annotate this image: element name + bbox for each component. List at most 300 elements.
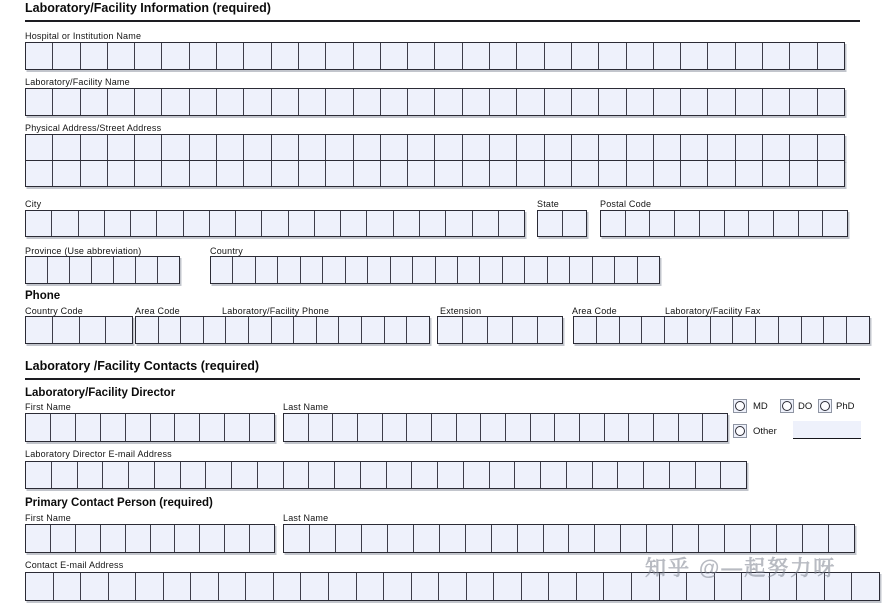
comb-cell[interactable] — [538, 211, 563, 236]
comb-cell[interactable] — [26, 573, 54, 600]
comb-cell[interactable] — [162, 135, 189, 160]
comb-cell[interactable] — [108, 135, 135, 160]
radio-do[interactable] — [780, 399, 794, 413]
comb-cell[interactable] — [190, 135, 217, 160]
comb-cell[interactable] — [515, 462, 541, 488]
comb-cell[interactable] — [51, 414, 76, 441]
comb-cell[interactable] — [604, 573, 632, 600]
comb-cell[interactable] — [244, 89, 271, 115]
comb-cell[interactable] — [210, 211, 236, 236]
comb-cell[interactable] — [599, 89, 626, 115]
comb-cell[interactable] — [211, 257, 233, 283]
comb-cell[interactable] — [577, 573, 605, 600]
comb-cell[interactable] — [779, 317, 802, 343]
extension-field[interactable] — [437, 316, 563, 344]
comb-cell[interactable] — [250, 414, 274, 441]
comb-cell[interactable] — [200, 525, 225, 552]
comb-cell[interactable] — [53, 135, 80, 160]
comb-cell[interactable] — [289, 211, 315, 236]
comb-cell[interactable] — [463, 89, 490, 115]
comb-cell[interactable] — [763, 135, 790, 160]
comb-cell[interactable] — [494, 573, 522, 600]
comb-cell[interactable] — [26, 161, 53, 186]
comb-cell[interactable] — [574, 317, 597, 343]
comb-cell[interactable] — [354, 89, 381, 115]
contact-first-name-field[interactable] — [25, 524, 275, 553]
comb-cell[interactable] — [272, 161, 299, 186]
comb-cell[interactable] — [490, 135, 517, 160]
comb-cell[interactable] — [654, 135, 681, 160]
comb-cell[interactable] — [135, 135, 162, 160]
comb-cell[interactable] — [336, 525, 362, 552]
comb-cell[interactable] — [818, 89, 844, 115]
comb-cell[interactable] — [675, 211, 700, 236]
comb-cell[interactable] — [763, 43, 790, 69]
comb-cell[interactable] — [249, 317, 272, 343]
comb-cell[interactable] — [517, 43, 544, 69]
comb-cell[interactable] — [517, 135, 544, 160]
comb-cell[interactable] — [749, 211, 774, 236]
city-field[interactable] — [25, 210, 525, 237]
comb-cell[interactable] — [790, 89, 817, 115]
comb-cell[interactable] — [361, 462, 387, 488]
comb-cell[interactable] — [26, 525, 51, 552]
comb-cell[interactable] — [387, 462, 413, 488]
comb-cell[interactable] — [335, 462, 361, 488]
comb-cell[interactable] — [129, 462, 155, 488]
comb-cell[interactable] — [204, 317, 227, 343]
facility-fax-field[interactable] — [573, 316, 870, 344]
comb-cell[interactable] — [190, 161, 217, 186]
comb-cell[interactable] — [708, 43, 735, 69]
comb-cell[interactable] — [818, 43, 844, 69]
director-first-name-field[interactable] — [25, 413, 275, 442]
comb-cell[interactable] — [48, 257, 70, 283]
comb-cell[interactable] — [605, 414, 630, 441]
comb-cell[interactable] — [157, 211, 183, 236]
comb-cell[interactable] — [309, 462, 335, 488]
comb-cell[interactable] — [629, 414, 654, 441]
comb-cell[interactable] — [26, 89, 53, 115]
comb-cell[interactable] — [518, 525, 544, 552]
comb-cell[interactable] — [101, 414, 126, 441]
comb-cell[interactable] — [412, 573, 440, 600]
comb-cell[interactable] — [333, 414, 358, 441]
postal-code-field[interactable] — [600, 210, 848, 237]
state-field[interactable] — [537, 210, 587, 237]
facility-phone-field[interactable] — [135, 316, 430, 344]
comb-cell[interactable] — [650, 211, 675, 236]
comb-cell[interactable] — [26, 414, 51, 441]
comb-cell[interactable] — [299, 89, 326, 115]
radio-other[interactable] — [733, 424, 747, 438]
comb-cell[interactable] — [790, 43, 817, 69]
comb-cell[interactable] — [618, 462, 644, 488]
comb-cell[interactable] — [158, 257, 179, 283]
comb-cell[interactable] — [696, 462, 722, 488]
comb-cell[interactable] — [184, 211, 210, 236]
comb-cell[interactable] — [136, 317, 159, 343]
comb-cell[interactable] — [131, 211, 157, 236]
comb-cell[interactable] — [432, 414, 457, 441]
comb-cell[interactable] — [829, 525, 854, 552]
comb-cell[interactable] — [548, 257, 570, 283]
comb-cell[interactable] — [435, 89, 462, 115]
comb-cell[interactable] — [200, 414, 225, 441]
comb-cell[interactable] — [467, 573, 495, 600]
comb-cell[interactable] — [217, 135, 244, 160]
comb-cell[interactable] — [155, 462, 181, 488]
comb-cell[interactable] — [572, 89, 599, 115]
comb-cell[interactable] — [70, 257, 92, 283]
comb-cell[interactable] — [774, 211, 799, 236]
comb-cell[interactable] — [408, 89, 435, 115]
comb-cell[interactable] — [323, 257, 345, 283]
comb-cell[interactable] — [217, 89, 244, 115]
comb-cell[interactable] — [545, 161, 572, 186]
comb-cell[interactable] — [26, 257, 48, 283]
comb-cell[interactable] — [299, 161, 326, 186]
comb-cell[interactable] — [26, 211, 52, 236]
comb-cell[interactable] — [593, 257, 615, 283]
comb-cell[interactable] — [541, 462, 567, 488]
comb-cell[interactable] — [136, 573, 164, 600]
comb-cell[interactable] — [824, 317, 847, 343]
comb-cell[interactable] — [329, 573, 357, 600]
comb-cell[interactable] — [473, 211, 499, 236]
comb-cell[interactable] — [770, 573, 798, 600]
comb-cell[interactable] — [715, 573, 743, 600]
comb-cell[interactable] — [700, 211, 725, 236]
comb-cell[interactable] — [135, 43, 162, 69]
comb-cell[interactable] — [517, 161, 544, 186]
comb-cell[interactable] — [673, 525, 699, 552]
comb-cell[interactable] — [665, 317, 688, 343]
comb-cell[interactable] — [751, 525, 777, 552]
comb-cell[interactable] — [632, 573, 660, 600]
comb-cell[interactable] — [81, 573, 109, 600]
comb-cell[interactable] — [742, 573, 770, 600]
comb-cell[interactable] — [175, 414, 200, 441]
comb-cell[interactable] — [597, 317, 620, 343]
comb-cell[interactable] — [458, 257, 480, 283]
comb-cell[interactable] — [463, 43, 490, 69]
comb-cell[interactable] — [326, 43, 353, 69]
comb-cell[interactable] — [525, 257, 547, 283]
province-field[interactable] — [25, 256, 180, 284]
comb-cell[interactable] — [681, 135, 708, 160]
comb-cell[interactable] — [162, 89, 189, 115]
comb-cell[interactable] — [642, 317, 665, 343]
comb-cell[interactable] — [299, 43, 326, 69]
comb-cell[interactable] — [272, 135, 299, 160]
comb-cell[interactable] — [679, 414, 704, 441]
comb-cell[interactable] — [439, 573, 467, 600]
comb-cell[interactable] — [503, 257, 525, 283]
comb-cell[interactable] — [326, 135, 353, 160]
comb-cell[interactable] — [162, 43, 189, 69]
comb-cell[interactable] — [126, 525, 151, 552]
comb-cell[interactable] — [190, 43, 217, 69]
comb-cell[interactable] — [681, 43, 708, 69]
comb-cell[interactable] — [818, 135, 844, 160]
comb-cell[interactable] — [244, 43, 271, 69]
comb-cell[interactable] — [26, 135, 53, 160]
comb-cell[interactable] — [250, 525, 274, 552]
comb-cell[interactable] — [175, 525, 200, 552]
comb-cell[interactable] — [599, 43, 626, 69]
comb-cell[interactable] — [464, 462, 490, 488]
comb-cell[interactable] — [599, 135, 626, 160]
comb-cell[interactable] — [480, 257, 502, 283]
comb-cell[interactable] — [463, 135, 490, 160]
comb-cell[interactable] — [412, 462, 438, 488]
comb-cell[interactable] — [226, 317, 249, 343]
comb-cell[interactable] — [206, 462, 232, 488]
comb-cell[interactable] — [708, 161, 735, 186]
street-address-field-row2[interactable] — [25, 160, 845, 187]
comb-cell[interactable] — [626, 211, 651, 236]
comb-cell[interactable] — [53, 43, 80, 69]
comb-cell[interactable] — [339, 317, 362, 343]
comb-cell[interactable] — [362, 317, 385, 343]
comb-cell[interactable] — [284, 525, 310, 552]
comb-cell[interactable] — [284, 462, 310, 488]
comb-cell[interactable] — [52, 462, 78, 488]
comb-cell[interactable] — [159, 317, 182, 343]
comb-cell[interactable] — [126, 414, 151, 441]
comb-cell[interactable] — [341, 211, 367, 236]
comb-cell[interactable] — [803, 525, 829, 552]
comb-cell[interactable] — [354, 161, 381, 186]
comb-cell[interactable] — [733, 317, 756, 343]
comb-cell[interactable] — [384, 573, 412, 600]
comb-cell[interactable] — [615, 257, 637, 283]
comb-cell[interactable] — [244, 135, 271, 160]
comb-cell[interactable] — [310, 525, 336, 552]
comb-cell[interactable] — [232, 462, 258, 488]
comb-cell[interactable] — [644, 462, 670, 488]
comb-cell[interactable] — [660, 573, 688, 600]
comb-cell[interactable] — [135, 89, 162, 115]
comb-cell[interactable] — [357, 573, 385, 600]
comb-cell[interactable] — [435, 43, 462, 69]
facility-name-field[interactable] — [25, 88, 845, 116]
radio-phd[interactable] — [818, 399, 832, 413]
comb-cell[interactable] — [621, 525, 647, 552]
comb-cell[interactable] — [790, 135, 817, 160]
comb-cell[interactable] — [301, 573, 329, 600]
comb-cell[interactable] — [699, 525, 725, 552]
comb-cell[interactable] — [105, 211, 131, 236]
comb-cell[interactable] — [136, 257, 158, 283]
comb-cell[interactable] — [108, 43, 135, 69]
comb-cell[interactable] — [151, 414, 176, 441]
comb-cell[interactable] — [108, 89, 135, 115]
comb-cell[interactable] — [567, 462, 593, 488]
comb-cell[interactable] — [440, 525, 466, 552]
comb-cell[interactable] — [76, 525, 101, 552]
comb-cell[interactable] — [346, 257, 368, 283]
comb-cell[interactable] — [225, 525, 250, 552]
comb-cell[interactable] — [299, 135, 326, 160]
comb-cell[interactable] — [490, 462, 516, 488]
comb-cell[interactable] — [81, 89, 108, 115]
comb-cell[interactable] — [555, 414, 580, 441]
comb-cell[interactable] — [463, 317, 488, 343]
comb-cell[interactable] — [354, 43, 381, 69]
comb-cell[interactable] — [385, 317, 408, 343]
comb-cell[interactable] — [80, 317, 107, 343]
comb-cell[interactable] — [225, 414, 250, 441]
comb-cell[interactable] — [262, 211, 288, 236]
comb-cell[interactable] — [108, 161, 135, 186]
comb-cell[interactable] — [217, 43, 244, 69]
comb-cell[interactable] — [538, 317, 562, 343]
comb-cell[interactable] — [488, 317, 513, 343]
comb-cell[interactable] — [818, 161, 844, 186]
comb-cell[interactable] — [76, 414, 101, 441]
comb-cell[interactable] — [413, 257, 435, 283]
country-field[interactable] — [210, 256, 660, 284]
comb-cell[interactable] — [317, 317, 340, 343]
comb-cell[interactable] — [79, 211, 105, 236]
comb-cell[interactable] — [670, 462, 696, 488]
comb-cell[interactable] — [272, 43, 299, 69]
comb-cell[interactable] — [326, 161, 353, 186]
comb-cell[interactable] — [407, 317, 429, 343]
comb-cell[interactable] — [26, 43, 53, 69]
comb-cell[interactable] — [513, 317, 538, 343]
comb-cell[interactable] — [627, 135, 654, 160]
comb-cell[interactable] — [544, 525, 570, 552]
comb-cell[interactable] — [181, 462, 207, 488]
comb-cell[interactable] — [217, 161, 244, 186]
comb-cell[interactable] — [272, 317, 295, 343]
comb-cell[interactable] — [52, 211, 78, 236]
comb-cell[interactable] — [654, 43, 681, 69]
comb-cell[interactable] — [81, 43, 108, 69]
comb-cell[interactable] — [572, 135, 599, 160]
comb-cell[interactable] — [654, 414, 679, 441]
comb-cell[interactable] — [499, 211, 524, 236]
comb-cell[interactable] — [256, 257, 278, 283]
comb-cell[interactable] — [272, 89, 299, 115]
comb-cell[interactable] — [367, 211, 393, 236]
comb-cell[interactable] — [274, 573, 302, 600]
comb-cell[interactable] — [627, 89, 654, 115]
comb-cell[interactable] — [78, 462, 104, 488]
comb-cell[interactable] — [601, 211, 626, 236]
comb-cell[interactable] — [490, 43, 517, 69]
comb-cell[interactable] — [301, 257, 323, 283]
comb-cell[interactable] — [763, 89, 790, 115]
comb-cell[interactable] — [315, 211, 341, 236]
comb-cell[interactable] — [408, 161, 435, 186]
comb-cell[interactable] — [408, 43, 435, 69]
comb-cell[interactable] — [294, 317, 317, 343]
comb-cell[interactable] — [381, 89, 408, 115]
comb-cell[interactable] — [162, 161, 189, 186]
comb-cell[interactable] — [545, 89, 572, 115]
comb-cell[interactable] — [54, 573, 82, 600]
comb-cell[interactable] — [106, 317, 132, 343]
comb-cell[interactable] — [438, 462, 464, 488]
comb-cell[interactable] — [620, 317, 643, 343]
comb-cell[interactable] — [593, 462, 619, 488]
comb-cell[interactable] — [246, 573, 274, 600]
director-email-field[interactable] — [25, 461, 747, 489]
comb-cell[interactable] — [756, 317, 779, 343]
comb-cell[interactable] — [435, 135, 462, 160]
comb-cell[interactable] — [599, 161, 626, 186]
comb-cell[interactable] — [420, 211, 446, 236]
comb-cell[interactable] — [381, 43, 408, 69]
comb-cell[interactable] — [114, 257, 136, 283]
comb-cell[interactable] — [725, 211, 750, 236]
comb-cell[interactable] — [109, 573, 137, 600]
contact-last-name-field[interactable] — [283, 524, 855, 553]
comb-cell[interactable] — [492, 525, 518, 552]
comb-cell[interactable] — [236, 211, 262, 236]
comb-cell[interactable] — [647, 525, 673, 552]
comb-cell[interactable] — [408, 135, 435, 160]
comb-cell[interactable] — [457, 414, 482, 441]
comb-cell[interactable] — [799, 211, 824, 236]
comb-cell[interactable] — [135, 161, 162, 186]
comb-cell[interactable] — [569, 525, 595, 552]
comb-cell[interactable] — [53, 317, 80, 343]
comb-cell[interactable] — [151, 525, 176, 552]
comb-cell[interactable] — [572, 161, 599, 186]
comb-cell[interactable] — [233, 257, 255, 283]
comb-cell[interactable] — [687, 573, 715, 600]
comb-cell[interactable] — [26, 462, 52, 488]
comb-cell[interactable] — [81, 161, 108, 186]
comb-cell[interactable] — [244, 161, 271, 186]
comb-cell[interactable] — [703, 414, 727, 441]
comb-cell[interactable] — [435, 161, 462, 186]
comb-cell[interactable] — [326, 89, 353, 115]
comb-cell[interactable] — [81, 135, 108, 160]
comb-cell[interactable] — [391, 257, 413, 283]
comb-cell[interactable] — [638, 257, 659, 283]
comb-cell[interactable] — [190, 89, 217, 115]
comb-cell[interactable] — [354, 135, 381, 160]
radio-md[interactable] — [733, 399, 747, 413]
comb-cell[interactable] — [711, 317, 734, 343]
comb-cell[interactable] — [736, 43, 763, 69]
comb-cell[interactable] — [708, 89, 735, 115]
comb-cell[interactable] — [563, 211, 587, 236]
comb-cell[interactable] — [736, 161, 763, 186]
comb-cell[interactable] — [627, 43, 654, 69]
comb-cell[interactable] — [545, 135, 572, 160]
comb-cell[interactable] — [852, 573, 879, 600]
comb-cell[interactable] — [53, 89, 80, 115]
comb-cell[interactable] — [438, 317, 463, 343]
street-address-field-row1[interactable] — [25, 134, 845, 161]
comb-cell[interactable] — [463, 161, 490, 186]
comb-cell[interactable] — [531, 414, 556, 441]
comb-cell[interactable] — [681, 89, 708, 115]
comb-cell[interactable] — [358, 414, 383, 441]
comb-cell[interactable] — [414, 525, 440, 552]
comb-cell[interactable] — [219, 573, 247, 600]
comb-cell[interactable] — [490, 161, 517, 186]
comb-cell[interactable] — [181, 317, 204, 343]
comb-cell[interactable] — [164, 573, 192, 600]
